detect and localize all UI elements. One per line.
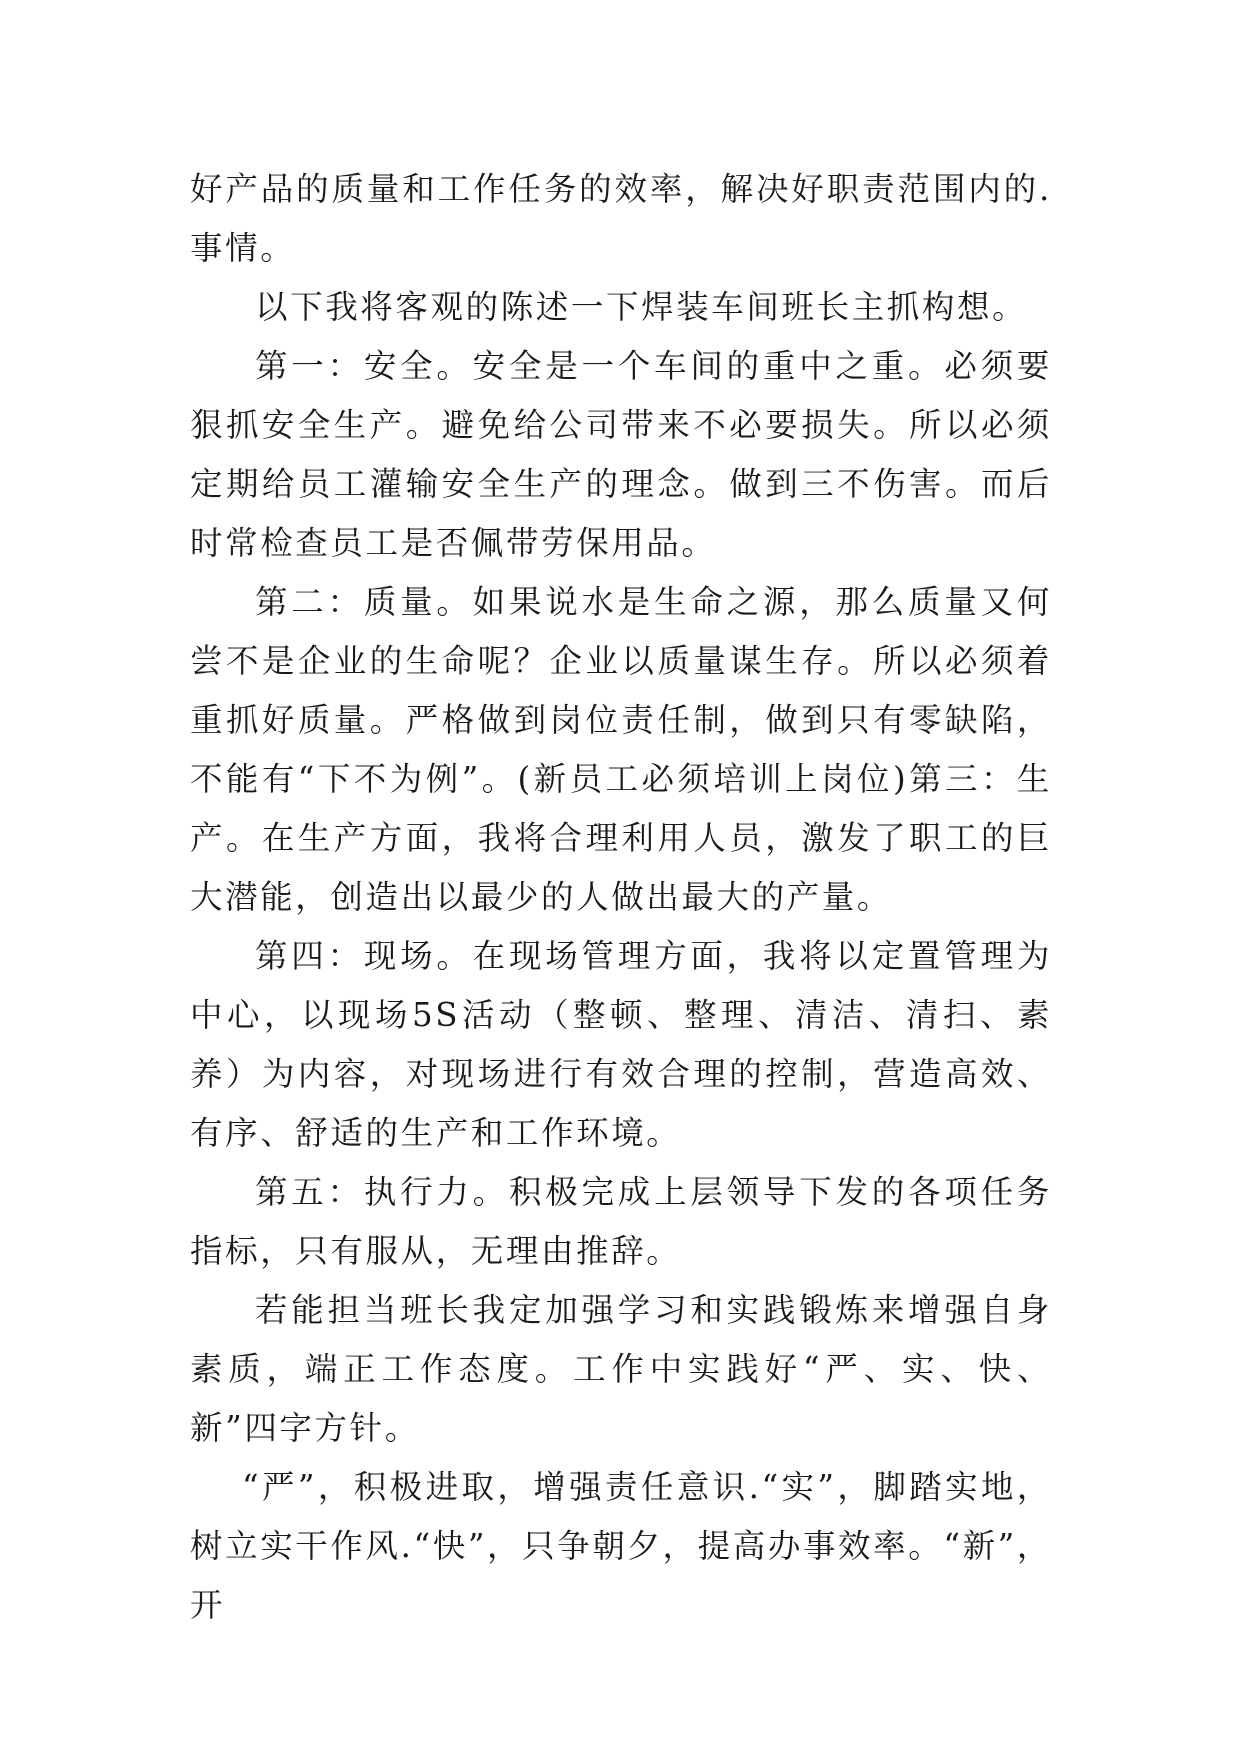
paragraph-execution: 第五：执行力。积极完成上层领导下发的各项任务指标，只有服从，无理由推辞。	[190, 1173, 1052, 1270]
document-body	[190, 160, 1052, 1635]
paragraph-quality-production: 第二：质量。如果说水是生命之源，那么质量又何尝不是企业的生命呢？企业以质量谋生存。所以必须着重抓好质量。严格做到岗位责任制，做到只有零缺陷，不能有“下不为例”。(新员工必须培训上岗位)第三：生产。在生产方面，我将合理利用人员，激发了职工的巨大潜能，创造出以最少的人做出最大的产量。	[190, 583, 1052, 916]
paragraph-site-management: 第四：现场。在现场管理方面，我将以定置管理为中心，以现场5S活动（整顿、整理、清洁、清扫、素养）为内容，对现场进行有效合理的控制，营造高效、有序、舒适的生产和工作环境。	[190, 937, 1052, 1152]
paragraph-commitment: 若能担当班长我定加强学习和实践锻炼来增强自身素质，端正工作态度。工作中实践好“严、实、快、新”四字方针。	[190, 1291, 1052, 1447]
paragraph-safety: 第一：安全。安全是一个车间的重中之重。必须要狠抓安全生产。避免给公司带来不必要损失。所以必须定期给员工灌输安全生产的理念。做到三不伤害。而后时常检查员工是否佩带劳保用品。	[190, 347, 1052, 562]
paragraph-continuation: 好产品的质量和工作任务的效率，解决好职责范围内的.事情。	[190, 170, 1052, 267]
paragraph-intro: 以下我将客观的陈述一下焊装车间班长主抓构想。	[255, 288, 1028, 326]
paragraph-four-principles: “严”，积极进取，增强责任意识.“实”，脚踏实地，树立实干作风.“快”，只争朝夕，提高办事效率。“新”，开	[190, 1468, 1052, 1624]
